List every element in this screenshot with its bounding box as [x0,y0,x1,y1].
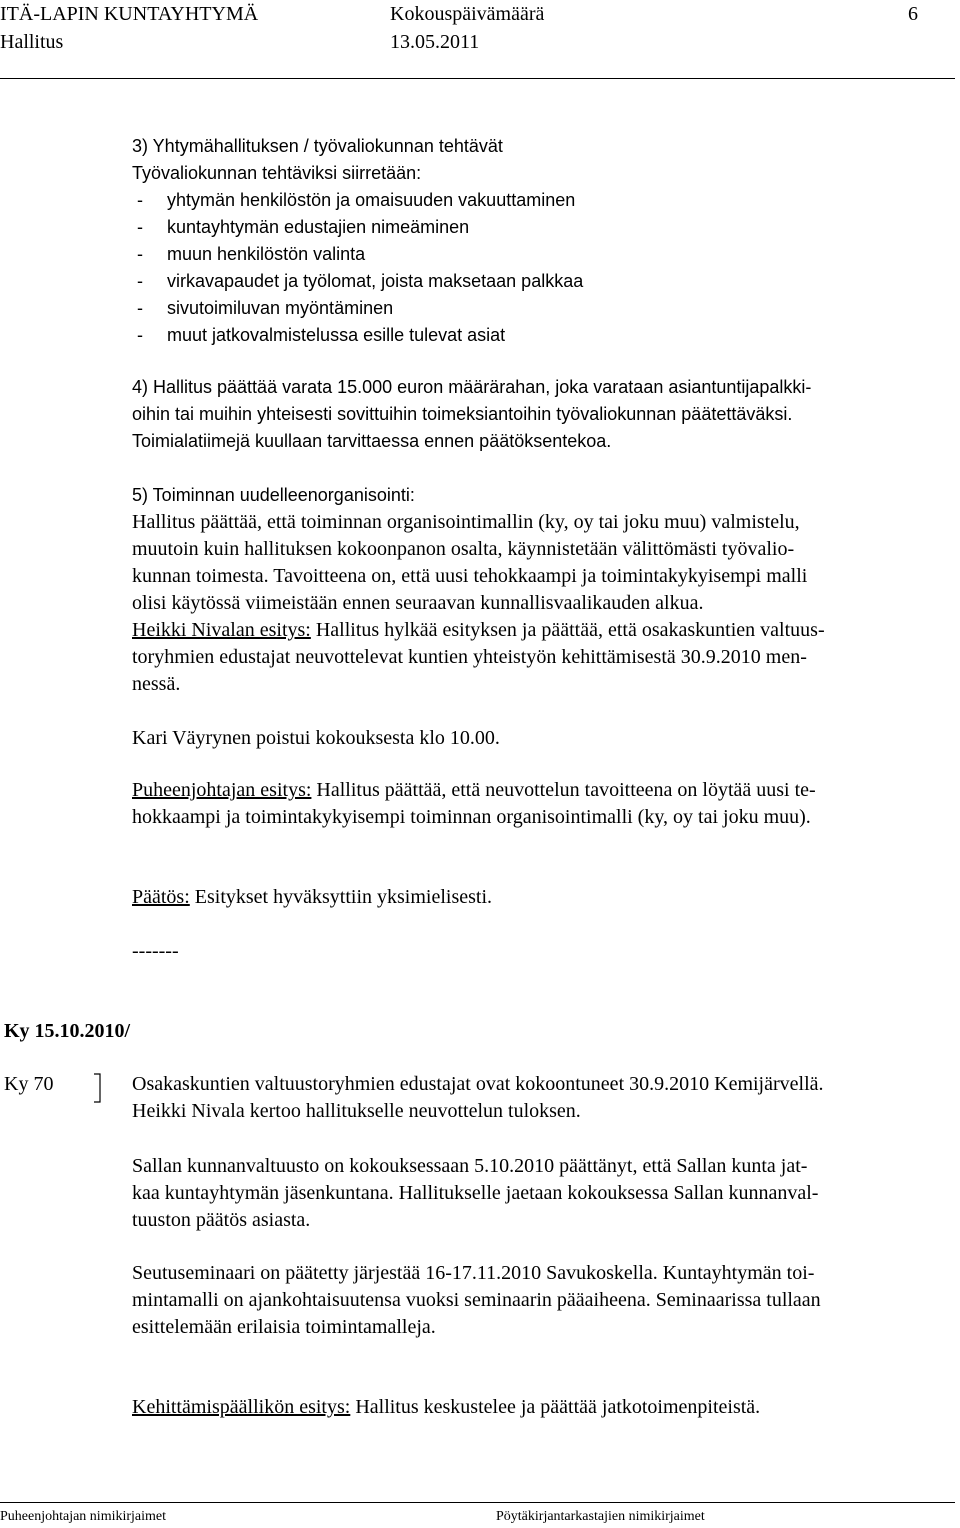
proposal-label: Heikki Nivalan esitys: [132,619,311,641]
page-number: 6 [908,3,918,25]
section4-line: 4) Hallitus päättää varata 15.000 euron määrärahan, joka varataan asiantuntijapalkki- [132,377,812,397]
proposal-line: toryhmien edustajat neuvottelevat kuntien yhteistyön kehittämisestä 30.9.2010 men- [132,646,807,668]
organization-name: ITÄ-LAPIN KUNTAYHTYMÄ [0,3,259,25]
paragraph-bracket-icon [92,1073,106,1103]
section5-line: kunnan toimesta. Tavoitteena on, että uusi tehokkaampi ja toimintakykyisempi malli [132,565,808,587]
meeting-date-label: Kokouspäivämäärä [390,3,545,25]
section5-line: muutoin kuin hallituksen kokoonpanon osalta, käynnistetään välittömästi työvalio- [132,538,795,560]
ky-heading: Ky 15.10.2010/ [4,1020,131,1042]
section3-intro: Työvaliokunnan tehtäviksi siirretään: [132,163,422,183]
section5-line: Hallitus päättää, että toiminnan organisointimallin (ky, oy tai joku muu) valmistelu, [132,511,800,533]
ky-paragraph: Seutuseminaari on päätetty järjestää 16-17.11.2010 Savukoskella. Kuntayhtymän toi- [132,1262,815,1284]
ky-paragraph: tuuston päätös asiasta. [132,1209,311,1231]
section4-line: Toimialatiimejä kuullaan tarvittaessa ennen päätöksentekoa. [132,431,612,451]
list-item: - yhtymän henkilöstön ja omaisuuden vakuuttaminen [137,190,576,210]
header-rule [0,78,955,79]
ky-paragraph: Sallan kunnanvaltuusto on kokouksessaan 5.10.2010 päättänyt, että Sallan kunta jat- [132,1155,808,1177]
list-item: - muut jatkovalmistelussa esille tulevat asiat [137,325,506,345]
ky-paragraph: esittelemään erilaisia toimintamalleja. [132,1316,436,1338]
ky-paragraph: Heikki Nivala kertoo hallitukselle neuvottelun tuloksen. [132,1100,581,1122]
footer-rule [0,1502,955,1503]
chair-proposal-line: hokkaampi ja toimintakykyisempi toiminnan organisointimalli (ky, oy tai joku muu). [132,806,811,828]
decision-label: Päätös: [132,886,190,908]
ky-paragraph: Osakaskuntien valtuustoryhmien edustajat ovat kokoontuneet 30.9.2010 Kemijärvellä. [132,1073,824,1095]
proposal-line: Heikki Nivalan esitys: Hallitus hylkää esityksen ja päättää, että osakaskuntien valtuus- [132,619,825,641]
ky-reference: Ky 70 [4,1073,54,1095]
proposal-line: nessä. [132,673,181,695]
chair-proposal-label: Puheenjohtajan esitys: [132,779,312,801]
chair-proposal-line: Puheenjohtajan esitys: Hallitus päättää, että neuvottelun tavoitteena on löytää uusi te- [132,779,816,801]
list-item: - virkavapaudet ja työlomat, joista maksetaan palkkaa [137,271,584,291]
departure-note: Kari Väyrynen poistui kokouksesta klo 10.00. [132,727,500,749]
dev-proposal-line: Kehittämispäällikön esitys: Hallitus keskustelee ja päättää jatkotoimenpiteistä. [132,1396,761,1418]
footer-reviewer-initials: Pöytäkirjantarkastajien nimikirjaimet [496,1509,705,1524]
list-item: - kuntayhtymän edustajien nimeäminen [137,217,470,237]
section4-line: oihin tai muihin yhteisesti sovittuihin toimeksiantoihin työvaliokunnan päätettäväksi. [132,404,793,424]
footer-chair-initials: Puheenjohtajan nimikirjaimet [0,1509,167,1524]
meeting-date: 13.05.2011 [390,31,480,53]
list-item: - muun henkilöstön valinta [137,244,366,264]
list-item: - sivutoimiluvan myöntäminen [137,298,394,318]
body-name: Hallitus [0,31,64,53]
section5-title: 5) Toiminnan uudelleenorganisointi: [132,485,415,505]
section3-title: 3) Yhtymähallituksen / työvaliokunnan tehtävät [132,136,503,156]
dev-proposal-label: Kehittämispäällikön esitys: [132,1396,351,1418]
decision-line: Päätös: Esitykset hyväksyttiin yksimielisesti. [132,886,492,908]
separator: ------- [132,940,179,962]
ky-paragraph: kaa kuntayhtymän jäsenkuntana. Hallitukselle jaetaan kokouksessa Sallan kunnanval- [132,1182,819,1204]
ky-paragraph: mintamalli on ajankohtaisuutensa vuoksi seminaarin pääaiheena. Seminaarissa tullaan [132,1289,821,1311]
section5-line: olisi käytössä viimeistään ennen seuraavan kunnallisvaalikauden alkua. [132,592,704,614]
